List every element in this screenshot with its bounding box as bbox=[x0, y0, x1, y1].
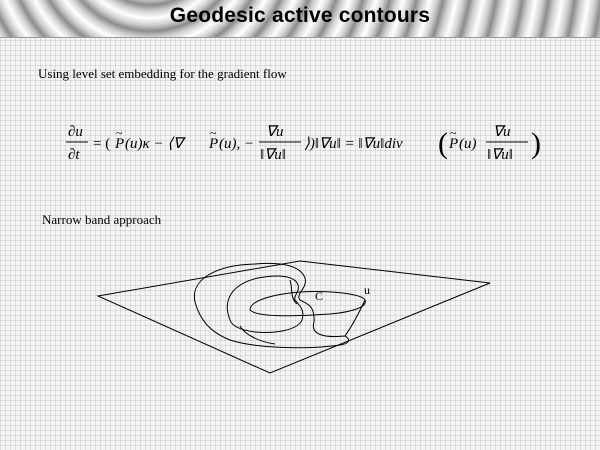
eq-tilde1: ~ bbox=[116, 126, 123, 140]
figure-label-c: C bbox=[315, 289, 324, 303]
eq-dt: ∂t bbox=[68, 147, 80, 163]
plane-polygon bbox=[98, 261, 490, 373]
eq-norm-nabla-u: ‖∇u‖ bbox=[260, 147, 286, 163]
eq-norm-nabla-u-2: ‖∇u‖ bbox=[487, 147, 513, 163]
narrow-band-figure bbox=[90, 240, 500, 380]
level-set-equation bbox=[66, 118, 546, 174]
eq-p3: P bbox=[449, 136, 459, 152]
eq-du: ∂u bbox=[68, 124, 83, 140]
narrow-band-label: Narrow band approach bbox=[42, 212, 162, 227]
eq-tilde2: ~ bbox=[210, 126, 217, 140]
eq-nabla-u: ∇u bbox=[266, 124, 284, 140]
slide-subtitle: Using level set embedding for the gradient flow bbox=[38, 66, 287, 81]
eq-u-kappa: (u)κ − ⟨∇ bbox=[125, 136, 184, 152]
band-edge-2 bbox=[345, 300, 365, 336]
eq-tilde3: ~ bbox=[450, 126, 457, 140]
eq-equals-open: = ( bbox=[93, 136, 111, 152]
eq-u-comma: (u), − bbox=[219, 136, 255, 152]
narrow-band-svg bbox=[90, 240, 500, 380]
contour-c bbox=[227, 276, 303, 332]
eq-u-paren: (u) bbox=[459, 136, 477, 152]
eq-big-rpar: ) bbox=[531, 127, 541, 160]
eq-nabla-u-2: ∇u bbox=[493, 124, 511, 140]
eq-close-norm: ⟩)‖∇u‖ = ‖∇u‖div bbox=[304, 136, 403, 152]
eq-big-lpar: ( bbox=[438, 127, 448, 160]
slide-header bbox=[0, 0, 600, 38]
equation-svg bbox=[66, 118, 546, 174]
slide-title: Geodesic active contours bbox=[169, 4, 431, 27]
eq-p2: P bbox=[209, 136, 219, 152]
figure-label-u: u bbox=[364, 283, 370, 297]
band-edge-1 bbox=[240, 326, 275, 344]
eq-p1: P bbox=[115, 136, 125, 152]
